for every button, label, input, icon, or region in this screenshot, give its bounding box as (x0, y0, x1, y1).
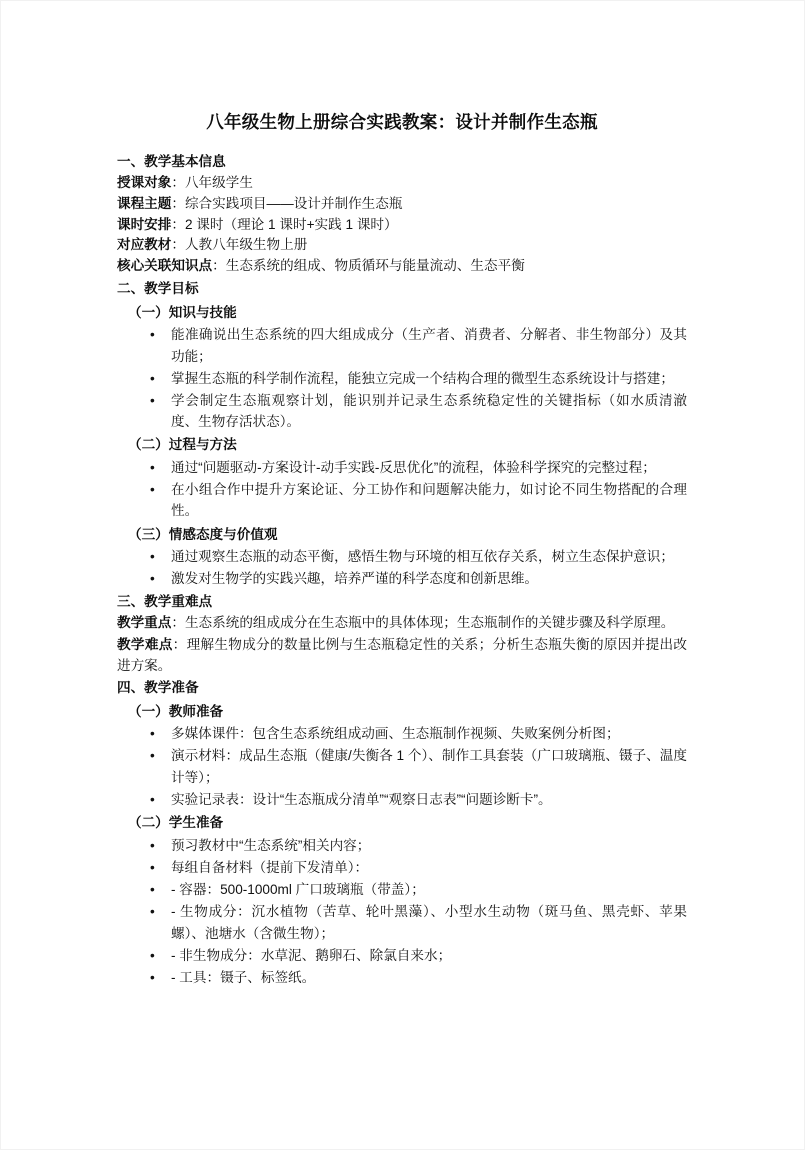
sub-heading-knowledge-skills: （一）知识与技能 (128, 304, 237, 320)
info-row-topic (117, 194, 687, 215)
info-value: 八年级学生 (184, 175, 253, 191)
section-heading-objectives: 二、教学目标 (117, 281, 199, 297)
key-point-focus (117, 612, 687, 633)
info-row-textbook (117, 235, 687, 256)
page-title: 八年级生物上册综合实践教案：设计并制作生态瓶 (206, 112, 598, 132)
list-item: • - 非生物成分：水草泥、鹅卵石、除氯自来水； (117, 944, 687, 966)
info-value: 综合实践项目——设计并制作生态瓶 (184, 195, 403, 211)
list-item: • - 生物成分：沉水植物（苦草、轮叶黑藻）、小型水生动物（斑马鱼、黑壳虾、苹果螺）、池塘水（含微生物）； (117, 900, 687, 943)
list-item: • 多媒体课件：包含生态系统组成动画、生态瓶制作视频、失败案例分析图； (117, 722, 687, 744)
list-process-methods (117, 456, 687, 522)
key-point-difficulty (117, 634, 687, 676)
info-row-schedule (117, 215, 687, 236)
key-point-value: 理解生物成分的数量比例与生态瓶稳定性的关系；分析生态瓶失衡的原因并提出改进方案。 (117, 636, 688, 673)
list-attitude-values (117, 545, 687, 589)
list-item: • - 容器：500-1000ml 广口玻璃瓶（带盖）； (117, 878, 687, 900)
list-item: • 预习教材中“生态系统”相关内容； (117, 834, 687, 856)
list-item: • 激发对生物学的实践兴趣，培养严谨的科学态度和创新思维。 (117, 567, 687, 589)
info-separator: ： (212, 258, 226, 274)
sub-heading-attitude-values: （三）情感态度与价值观 (128, 526, 278, 542)
key-point-label: 教学难点 (117, 636, 173, 652)
info-separator: ： (171, 237, 185, 253)
key-point-label: 教学重点 (117, 615, 172, 631)
info-label: 授课对象 (117, 175, 172, 191)
info-value: 人教八年级生物上册 (184, 237, 308, 253)
info-value: 生态系统的组成、物质循环与能量流动、生态平衡 (225, 258, 525, 274)
sub-heading-process-methods: （二）过程与方法 (128, 437, 237, 453)
list-item: • 学会制定生态瓶观察计划，能识别并记录生态系统稳定性的关键指标（如水质清澈度、生物存活状态）。 (117, 389, 687, 432)
info-label: 课时安排 (117, 216, 172, 232)
info-separator: ： (171, 195, 185, 211)
list-item: • 演示材料：成品生态瓶（健康/失衡各 1 个）、制作工具套装（广口玻璃瓶、镊子、温度计等）； (117, 744, 687, 787)
info-separator: ： (171, 175, 185, 191)
list-item: • 掌握生态瓶的科学制作流程，能独立完成一个结构合理的微型生态系统设计与搭建； (117, 367, 687, 389)
list-item: • - 工具：镊子、标签纸。 (117, 966, 687, 988)
sub-heading-student-preparation: （二）学生准备 (128, 815, 224, 831)
document-content (117, 1, 687, 988)
list-teacher-preparation (117, 722, 687, 810)
list-item: • 每组自备材料（提前下发清单）： (117, 856, 687, 878)
info-row-audience (117, 173, 687, 194)
key-point-separator: ： (172, 636, 187, 652)
list-student-preparation (117, 834, 687, 988)
section-heading-basic-info: 一、教学基本信息 (117, 154, 226, 170)
key-point-value: 生态系统的组成成分在生态瓶中的具体体现；生态瓶制作的关键步骤及科学原理。 (184, 615, 675, 631)
list-item: • 能准确说出生态系统的四大组成成分（生产者、消费者、分解者、非生物部分）及其功能； (117, 323, 687, 366)
list-item: • 通过观察生态瓶的动态平衡，感悟生物与环境的相互依存关系，树立生态保护意识； (117, 545, 687, 567)
key-point-separator: ： (171, 615, 185, 631)
info-label: 核心关联知识点 (117, 258, 213, 274)
info-label: 对应教材 (117, 237, 172, 253)
list-item: • 实验记录表：设计“生态瓶成分清单”“观察日志表”“问题诊断卡”。 (117, 788, 687, 810)
section-heading-preparation: 四、教学准备 (117, 679, 199, 695)
info-row-knowledge-points (117, 256, 687, 277)
list-item: • 通过“问题驱动-方案设计-动手实践-反思优化”的流程，体验科学探究的完整过程； (117, 456, 687, 478)
info-label: 课程主题 (117, 195, 172, 211)
info-separator: ： (171, 216, 185, 232)
info-value: 2 课时（理论 1 课时+实践 1 课时） (184, 216, 398, 232)
list-knowledge-skills (117, 323, 687, 432)
sub-heading-teacher-preparation: （一）教师准备 (128, 703, 224, 719)
section-heading-key-points: 三、教学重难点 (117, 593, 213, 609)
list-item: • 在小组合作中提升方案论证、分工协作和问题解决能力，如讨论不同生物搭配的合理性。 (117, 478, 687, 521)
